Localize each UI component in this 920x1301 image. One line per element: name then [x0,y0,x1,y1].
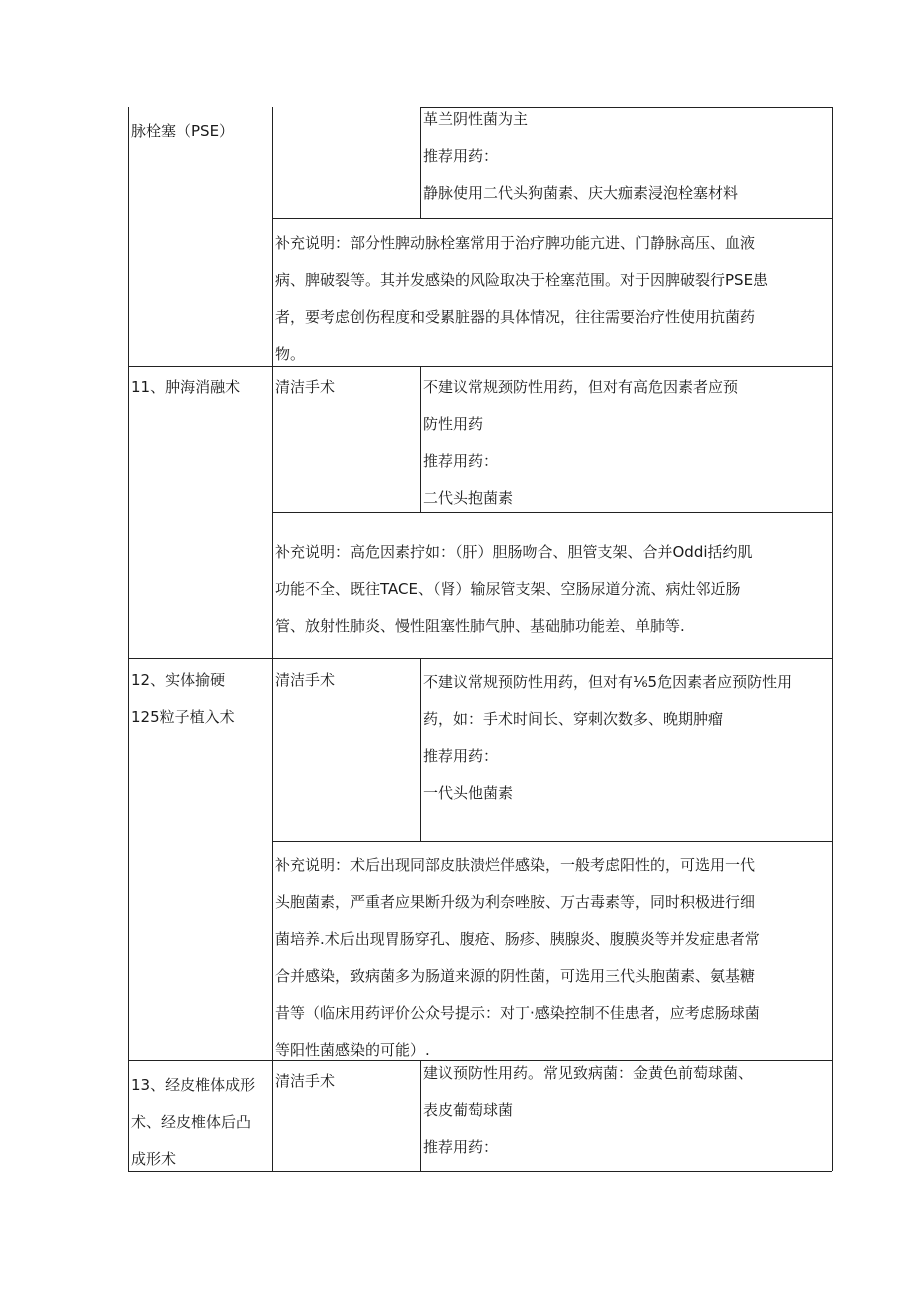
note-line: 补充说明：高危因素拧如：（肝）胆肠吻合、胆管支架、合并Oddi括约肌 [275,543,753,561]
incision-type-label: 清洁手术 [275,671,336,689]
incision-column-border-row1 [420,107,421,218]
row3-top-border [128,658,832,659]
procedure-name-line: 12、实体揄硬 [131,671,226,689]
procedure-name-line: 11、肿海消融术 [131,378,241,396]
recommendation-line: 一代头他菌素 [423,784,514,802]
procedure-name-line: 125粒子植入术 [131,708,235,726]
recommendation-cell [423,369,738,517]
recommendation-line: 静脉使用二代头狗菌素、庆大痂素浸泡栓塞材料 [423,184,739,202]
supplementary-note-cell [275,847,760,1069]
recommendation-line: 二代头抱菌素 [423,489,514,507]
incision-type-label: 清洁手术 [275,378,336,396]
incision-type-cell [275,1063,335,1100]
recommendation-line: 表皮葡萄球菌 [423,1101,514,1119]
note-line: 物。 [275,345,306,363]
incision-column-border-row4 [420,1060,421,1171]
incision-column-border-row3 [420,658,421,841]
recommendation-line: 药，如：手术时间长、穿刺次数多、晚期肿瘤 [423,710,724,728]
recommendation-line: 建议预防性用药。常见致病菌：金黄色前萄球菌、 [423,1064,754,1082]
table-right-border [832,107,833,1171]
note-line: 功能不全、既往TACE、（肾）输尿管支架、空肠尿道分流、病灶邻近肠 [275,580,741,598]
procedure-name-line: 13、经皮椎体成形 [131,1076,256,1094]
incision-type-cell [275,662,335,699]
supplementary-note-cell [275,225,768,373]
row3-split-border [272,841,832,842]
note-line: 补充说明：术后出现同部皮肤溃烂伴感染，一般考虑阳性的，可选用一代 [275,856,756,874]
recommendation-line: 推荐用药： [423,147,499,165]
procedure-name-cell [131,662,235,736]
procedure-name-cell [131,369,240,406]
note-line: 者，要考虑创伤程度和受累脏器的具体情况，往往需要治疗性使用抗菌药 [275,308,756,326]
note-line: 头胞菌素，严重者应果断升级为利奈唑胺、万古毒素等，同时积极进行细 [275,893,756,911]
note-line: 补充说明：部分性脾动脉栓塞常用于治疗脾功能亢进、门静脉高压、血液 [275,234,756,252]
recommendation-cell [423,664,792,812]
procedure-name-line: 术、经皮椎体后凸 [131,1113,252,1131]
note-line: 等阳性菌感染的可能）. [275,1041,430,1059]
table-left-border [128,107,129,1171]
note-line: 菌培养.术后出现胃肠穿孔、腹疮、肠疹、胰腺炎、腹膜炎等并发症患者常 [275,930,760,948]
note-line: 昔等（临床用药评价公众号提示：对丁·感染控制不佳患者，应考虑肠球菌 [275,1004,760,1022]
procedure-name-line: 成形术 [131,1150,177,1168]
recommendation-cell [423,101,738,212]
incision-type-cell [275,369,335,406]
note-line: 合并感染，致病菌多为肠道来源的阴性菌，可选用三代头胞菌素、氨基糖 [275,967,756,985]
recommendation-line: 推荐用药： [423,1138,499,1156]
incision-column-border-row2 [420,366,421,512]
recommendation-cell [423,1055,753,1166]
recommendation-line: 推荐用药： [423,452,499,470]
incision-type-label: 清洁手术 [275,1072,336,1090]
note-line: 管、放射性肺炎、慢性阻塞性肺气肿、基础肺功能差、单肺等. [275,617,685,635]
supplementary-note-cell [275,534,753,645]
recommendation-line: 不建议常规颈防性用药，但对有高危因素者应预 [423,378,739,396]
recommendation-line: 防性用药 [423,415,484,433]
row1-split-border [272,218,832,219]
procedure-name-line: 脉栓塞（PSE） [131,122,235,140]
note-line: 病、脾破裂等。其并发感染的风险取决于栓塞范围。对于因脾破裂行PSE患 [275,271,769,289]
recommendation-line: 推荐用药： [423,747,499,765]
recommendation-line: 革兰阴性菌为主 [423,110,529,128]
procedure-column-border [272,107,273,1171]
procedure-name-cell [131,113,234,150]
procedure-name-cell [131,1067,255,1178]
recommendation-line: 不建议常规预防性用药，但对有⅙5危因素者应预防性用 [423,673,793,691]
